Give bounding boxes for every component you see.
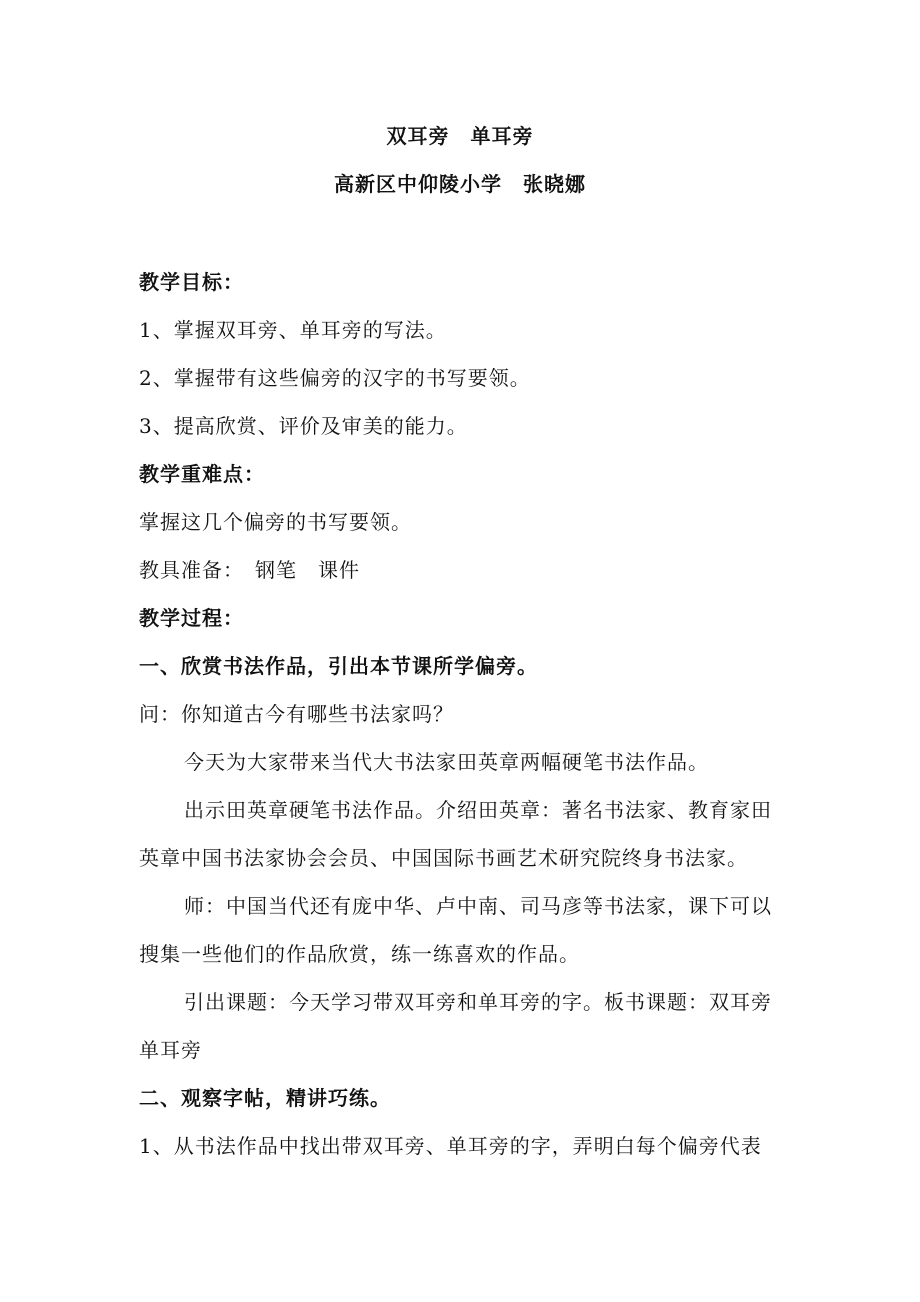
key-points-heading: 教学重难点：	[139, 462, 265, 486]
key-points-text: 掌握这几个偏旁的书写要领。	[139, 510, 412, 534]
paragraph: 师：中国当代还有庞中华、卢中南、司马彦等书法家，课下可以	[184, 894, 772, 918]
tools-line: 教具准备： 钢笔 课件	[139, 558, 360, 582]
objective-item: 3、提高欣赏、评价及审美的能力。	[139, 414, 468, 438]
paragraph-continuation: 单耳旁	[139, 1038, 202, 1062]
question-line: 问：你知道古今有哪些书法家吗？	[139, 702, 454, 726]
list-item: 1、从书法作品中找出带双耳旁、单耳旁的字，弄明白每个偏旁代表	[139, 1134, 762, 1158]
paragraph: 今天为大家带来当代大书法家田英章两幅硬笔书法作品。	[184, 750, 709, 774]
section-2-heading: 二、观察字帖，精讲巧练。	[139, 1086, 391, 1110]
doc-title: 双耳旁 单耳旁	[386, 124, 534, 148]
section-1-heading: 一、欣赏书法作品，引出本节课所学偏旁。	[139, 654, 538, 678]
paragraph: 出示田英章硬笔书法作品。介绍田英章：著名书法家、教育家田	[184, 798, 772, 822]
objective-item: 2、掌握带有这些偏旁的汉字的书写要领。	[139, 366, 531, 390]
paragraph: 引出课题：今天学习带双耳旁和单耳旁的字。板书课题：双耳旁	[184, 990, 772, 1014]
paragraph-continuation: 搜集一些他们的作品欣赏，练一练喜欢的作品。	[139, 942, 580, 966]
objective-item: 1、掌握双耳旁、单耳旁的写法。	[139, 318, 447, 342]
process-heading: 教学过程：	[139, 606, 244, 630]
objectives-heading: 教学目标：	[139, 270, 244, 294]
doc-author: 高新区中仰陵小学 张晓娜	[334, 172, 586, 196]
paragraph-continuation: 英章中国书法家协会会员、中国国际书画艺术研究院终身书法家。	[139, 846, 748, 870]
